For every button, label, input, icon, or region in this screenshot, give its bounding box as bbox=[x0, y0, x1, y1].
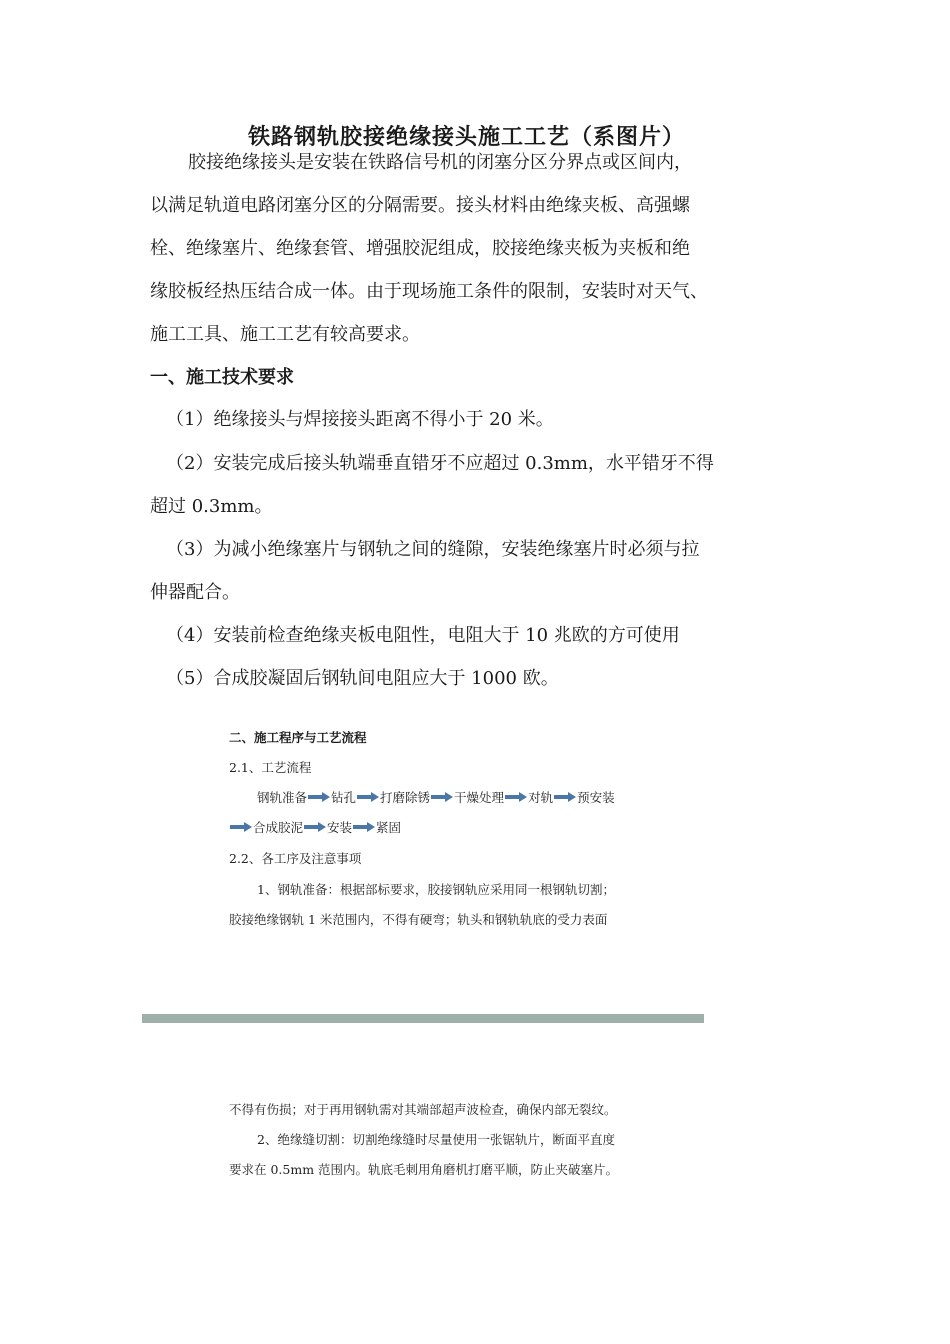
flow-step-alignment: 对轨 bbox=[528, 790, 554, 805]
intro-line-2: 以满足轨道电路闭塞分区的分隔需要。接头材料由绝缘夹板、高强螺 bbox=[150, 195, 690, 216]
requirement-item-5: （5）合成胶凝固后钢轨间电阻应大于 1000 欧。 bbox=[166, 668, 559, 689]
flow-step-drying: 干燥处理 bbox=[454, 790, 505, 805]
intro-line-3: 栓、绝缘塞片、绝缘套管、增强胶泥组成，胶接绝缘夹板为夹板和绝 bbox=[150, 238, 690, 259]
flow-step-drilling: 钻孔 bbox=[331, 790, 357, 805]
step1-paragraph-line-2: 胶接绝缘钢轨 1 米范围内，不得有硬弯；轨头和钢轨轨底的受力表面 bbox=[229, 912, 608, 927]
step2-paragraph-line-1: 2、绝缘缝切割：切割绝缘缝时尽量使用一张锯轨片，断面平直度 bbox=[257, 1132, 615, 1147]
section2-heading: 二、施工程序与工艺流程 bbox=[229, 730, 367, 745]
requirement-item-4: （4）安装前检查绝缘夹板电阻性，电阻大于 10 兆欧的方可使用 bbox=[166, 625, 680, 646]
intro-line-5: 施工工具、施工工艺有较高要求。 bbox=[150, 324, 420, 345]
process-flow-row-1 bbox=[257, 788, 615, 806]
arrow-right-icon bbox=[505, 792, 527, 802]
subsection-2-1: 2.1、工艺流程 bbox=[229, 760, 312, 775]
requirement-item-2: （2）安装完成后接头轨端垂直错牙不应超过 0.3mm，水平错牙不得 bbox=[166, 453, 714, 474]
document-title: 铁路钢轨胶接绝缘接头施工工艺（系图片） bbox=[248, 124, 686, 150]
requirement-item-1: （1）绝缘接头与焊接接头距离不得小于 20 米。 bbox=[166, 409, 554, 430]
arrow-right-icon bbox=[357, 792, 379, 802]
process-flow-row-2 bbox=[229, 818, 401, 836]
step1-paragraph-line-1: 1、钢轨准备：根据部标要求，胶接钢轨应采用同一根钢轨切割； bbox=[257, 882, 615, 897]
arrow-right-icon bbox=[431, 792, 453, 802]
flow-step-grinding: 打磨除锈 bbox=[380, 790, 431, 805]
arrow-right-icon bbox=[554, 792, 576, 802]
step2-paragraph-line-2: 要求在 0.5mm 范围内。轨底毛刺用角磨机打磨平顺，防止夹破塞片。 bbox=[229, 1162, 619, 1177]
arrow-right-icon bbox=[304, 822, 326, 832]
arrow-right-icon bbox=[230, 822, 252, 832]
flow-step-rail-prep: 钢轨准备 bbox=[257, 790, 308, 805]
section1-heading: 一、施工技术要求 bbox=[150, 367, 294, 388]
requirement-item-2-cont: 超过 0.3mm。 bbox=[150, 496, 273, 517]
subsection-2-2: 2.2、各工序及注意事项 bbox=[229, 851, 362, 866]
flow-step-install: 安装 bbox=[327, 820, 353, 835]
requirement-item-3-cont: 伸器配合。 bbox=[150, 582, 240, 603]
intro-line-4: 缘胶板经热压结合成一体。由于现场施工条件的限制，安装时对天气、 bbox=[150, 281, 708, 302]
step1-paragraph-line-3: 不得有伤损；对于再用钢轨需对其端部超声波检查，确保内部无裂纹。 bbox=[229, 1102, 617, 1117]
flow-step-pre-install: 预安装 bbox=[577, 790, 615, 805]
flow-step-fasten: 紧固 bbox=[376, 820, 402, 835]
arrow-right-icon bbox=[308, 792, 330, 802]
requirement-item-3: （3）为减小绝缘塞片与钢轨之间的缝隙，安装绝缘塞片时必须与拉 bbox=[166, 539, 700, 560]
intro-line-1: 胶接绝缘接头是安装在铁路信号机的闭塞分区分界点或区间内， bbox=[188, 152, 692, 173]
page-divider bbox=[142, 1014, 704, 1023]
arrow-right-icon bbox=[353, 822, 375, 832]
flow-step-compound: 合成胶泥 bbox=[253, 820, 304, 835]
